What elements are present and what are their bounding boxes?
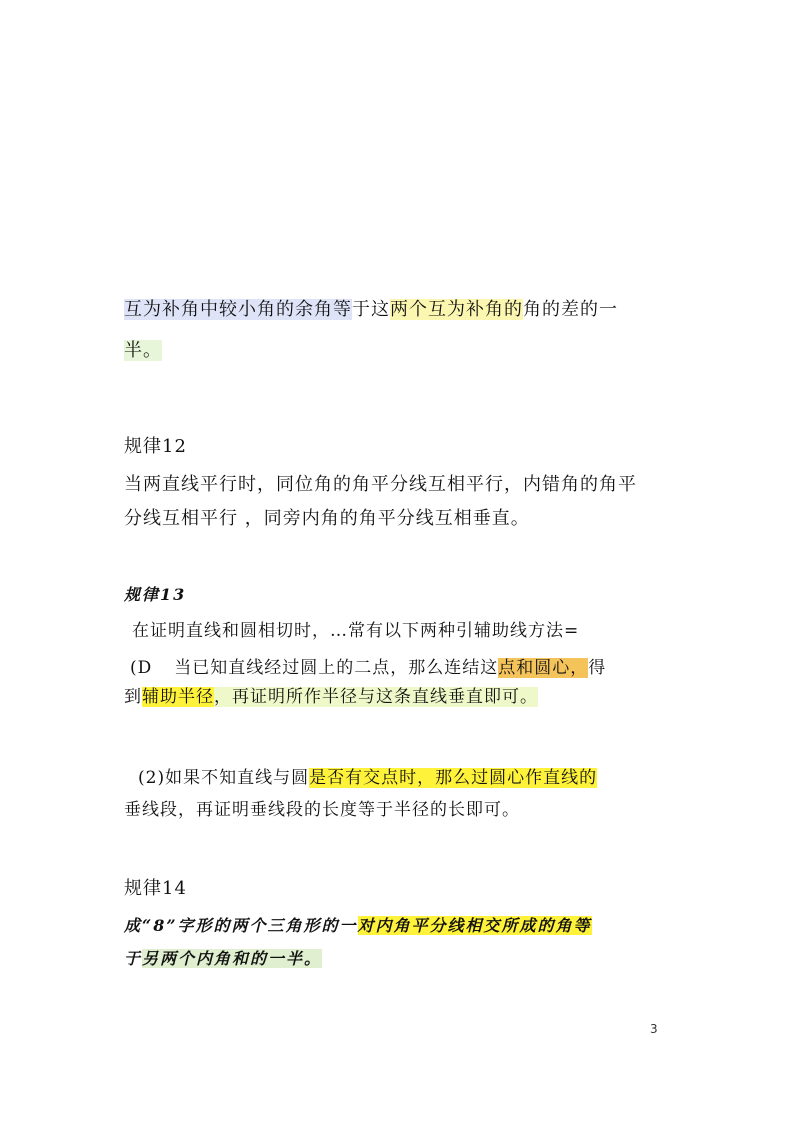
plain-text: 于这 xyxy=(352,299,390,320)
rule14-title: 规律14 xyxy=(124,878,187,899)
rule13-title: 规律13 xyxy=(124,585,187,604)
page-number: 3 xyxy=(650,1022,658,1036)
highlight-orange: 点和圆心， xyxy=(498,658,589,678)
rule13-intro: 在证明直线和圆相切时，…常有以下两种引辅助线方法= xyxy=(132,621,580,641)
rule12-line-1: 当两直线平行时，同位角的角平分线互相平行，内错角的角平 xyxy=(124,474,637,495)
plain-text: 于 xyxy=(124,949,143,968)
highlight-bright-yellow: 对内角平分线相交所成的角等 xyxy=(357,916,592,935)
rule13-p2-line-2: 垂线段，再证明垂线段的长度等于半径的长即可。 xyxy=(124,800,520,820)
plain-text: 角的差的一 xyxy=(523,299,618,320)
highlight-green: 半。 xyxy=(124,340,162,361)
plain-text: 当已知直线经过圆上的二点，那么连结这 xyxy=(174,658,499,678)
plain-text: 得 xyxy=(588,658,607,678)
plain-text: (D xyxy=(130,658,153,678)
highlight-bright-yellow: 辅助半径 xyxy=(142,687,214,707)
plain-text: 成“8”字形的两个三角形的一 xyxy=(124,916,358,935)
highlight-blue: 互为补角中较小角的余角等 xyxy=(124,299,352,320)
rule13-p1-line-2 xyxy=(124,684,538,710)
text-line-2 xyxy=(124,338,162,364)
rule14-line-2 xyxy=(124,946,322,972)
highlight-yellow: 两个互为补角的 xyxy=(390,299,523,320)
highlight-lime: ，再证明所作半径与这条直线垂直即可。 xyxy=(214,687,538,707)
rule13-p2-line-1 xyxy=(138,765,597,791)
plain-text: 到 xyxy=(124,687,142,707)
plain-text: (2)如果不知直线与圆 xyxy=(138,768,310,788)
highlight-sage: 另两个内角和的一半。 xyxy=(142,949,323,968)
rule12-title: 规律12 xyxy=(124,436,187,457)
rule14-line-1 xyxy=(124,913,592,939)
rule13-p1-line-1 xyxy=(130,655,606,681)
highlight-bright-yellow: 是否有交点时，那么过圆心作直线的 xyxy=(309,768,598,788)
text-line-1 xyxy=(124,297,618,323)
rule12-line-2: 分线互相平行 ，同旁内角的角平分线互相垂直。 xyxy=(124,508,530,529)
